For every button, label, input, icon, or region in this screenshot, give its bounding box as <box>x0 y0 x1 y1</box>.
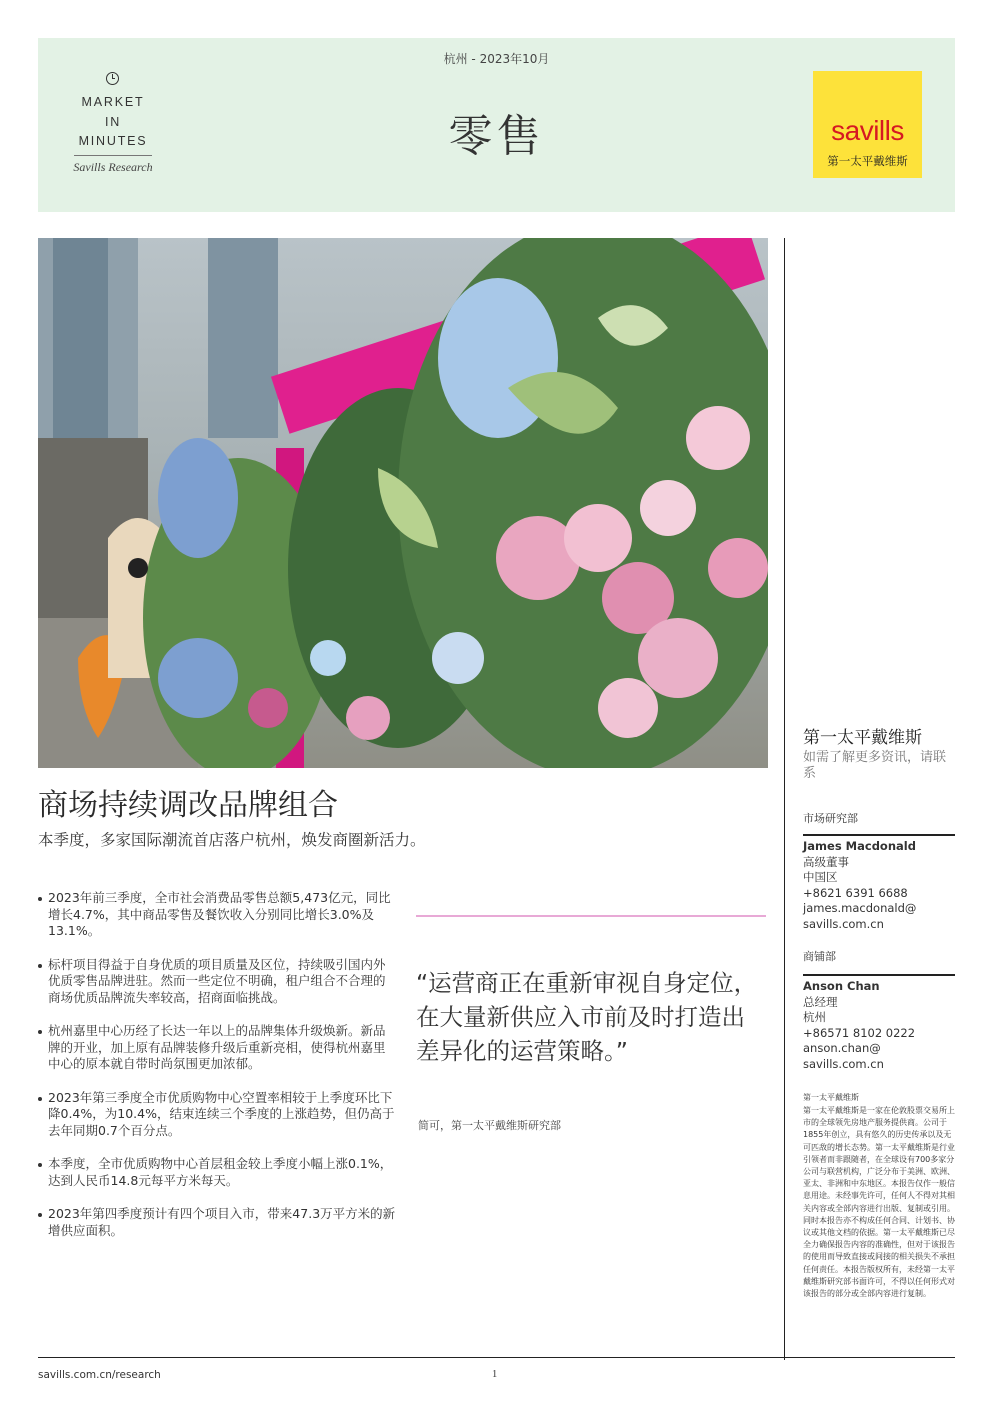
department-research: 市场研究部 <box>803 812 858 825</box>
contact-region: 杭州 <box>803 1010 826 1024</box>
pull-quote: “运营商正在重新审视自身定位，在大量新供应入市前及时打造出差异化的运营策略。” <box>416 969 758 1065</box>
disclaimer-text: 第一太平戴维斯是一家在伦敦股票交易所上市的全球领先房地产服务提供商。公司于1855年创立，具有悠久的历史传承以及无可匹敌的增长态势。第一太平戴维斯是行业引领者而非跟随者，在全球设有700多家分公司与联营机构，广泛分布于美洲、欧洲、亚太、非洲和中东地区。本报告仅作一般信息用途。未经事先许可，任何人不得对其相关内容或全部内容进行出版、复制或引用。同时本报告亦不构成任何合同、计划书、协议或其他文档的依据。第一太平戴维斯已尽全力确保报告内容的准确性，但对于该报告的使用而导致直接或间接的相关损失不承担任何责任。本报告版权所有，未经第一太平戴维斯研究部书面许可，不得以任何形式对该报告的部分或全部内容进行复制。 <box>803 1106 955 1299</box>
contact-phone: +86571 8102 0222 <box>803 1025 916 1040</box>
contact-name: Anson Chan <box>803 979 880 993</box>
disclaimer-title: 第一太平戴维斯 <box>803 1093 859 1102</box>
contact-email-domain[interactable]: savills.com.cn <box>803 916 884 931</box>
footer-divider <box>38 1357 955 1358</box>
sidebar-title: 第一太平戴维斯 <box>803 728 922 748</box>
column-divider <box>784 238 785 1360</box>
contact-email-domain[interactable]: savills.com.cn <box>803 1056 884 1071</box>
report-title: 零售 <box>448 111 545 162</box>
bullet-2: 标杆项目得益于自身优质的项目质量及区位，持续吸引国内外优质零售品牌进驻。然而一些定位不明确，租户组合不合理的商场优质品牌流失率较高，招商面临挑战。 <box>38 957 396 1007</box>
quote-divider <box>416 915 766 917</box>
brand-minutes: MINUTES <box>78 134 148 148</box>
page-number: 1 <box>492 1369 498 1380</box>
contact-region: 中国区 <box>803 870 838 884</box>
bullet-6: 2023年第四季度预计有四个项目入市，带来47.3万平方米的新增供应面积。 <box>38 1206 396 1239</box>
savills-logo <box>813 71 922 178</box>
brand-research: Savills Research <box>73 160 153 174</box>
quote-attribution: 简可，第一太平戴维斯研究部 <box>418 1119 561 1132</box>
contact-phone: +8621 6391 6688 <box>803 885 908 900</box>
cover-photo <box>38 238 768 768</box>
key-points-list <box>38 890 396 1256</box>
flower-arch-illustration <box>38 238 768 768</box>
logo-wordmark: savills <box>831 115 904 146</box>
headline: 商场持续调改品牌组合 <box>38 788 338 823</box>
sidebar-divider <box>803 834 955 836</box>
brand-in: IN <box>104 115 122 129</box>
contact-name: James Macdonald <box>803 839 916 853</box>
bullet-1: 2023年前三季度，全市社会消费品零售总额5,473亿元，同比增长4.7%，其中商品零售及餐饮收入分别同比增长3.0%及13.1%。 <box>38 890 396 940</box>
bullet-5: 本季度，全市优质购物中心首层租金较上季度小幅上涨0.1%，达到人民币14.8元每平方米每天。 <box>38 1156 396 1189</box>
sidebar-divider <box>803 974 955 976</box>
brand-market: MARKET <box>81 95 145 109</box>
report-header <box>38 38 955 212</box>
contact-card <box>803 839 955 932</box>
bullet-3: 杭州嘉里中心历经了长达一年以上的品牌集体升级焕新。新品牌的开业，加上原有品牌装修升级后重新亮相，使得杭州嘉里中心的原本就自带时尚氛围更加浓郁。 <box>38 1023 396 1073</box>
sidebar-subtitle: 如需了解更多资讯，请联系 <box>803 750 947 781</box>
department-retail: 商铺部 <box>803 950 836 963</box>
contact-role: 总经理 <box>803 994 838 1009</box>
contact-card <box>803 979 955 1072</box>
contact-role: 高级董事 <box>803 854 849 869</box>
subheadline: 本季度，多家国际潮流首店落户杭州，焕发商圈新活力。 <box>38 831 426 849</box>
report-date: 杭州 - 2023年10月 <box>443 52 550 66</box>
bullet-4: 2023年第三季度全市优质购物中心空置率相较于上季度环比下降0.4%，为10.4%，结束连续三个季度的上涨趋势，但仍高于去年同期0.7个百分点。 <box>38 1090 396 1140</box>
clock-icon <box>106 72 119 85</box>
footer-url[interactable]: savills.com.cn/research <box>38 1369 161 1381</box>
logo-chinese-name: 第一太平戴维斯 <box>827 154 908 168</box>
contact-email[interactable]: james.macdonald@ <box>803 901 917 915</box>
contact-email[interactable]: anson.chan@ <box>803 1041 881 1055</box>
